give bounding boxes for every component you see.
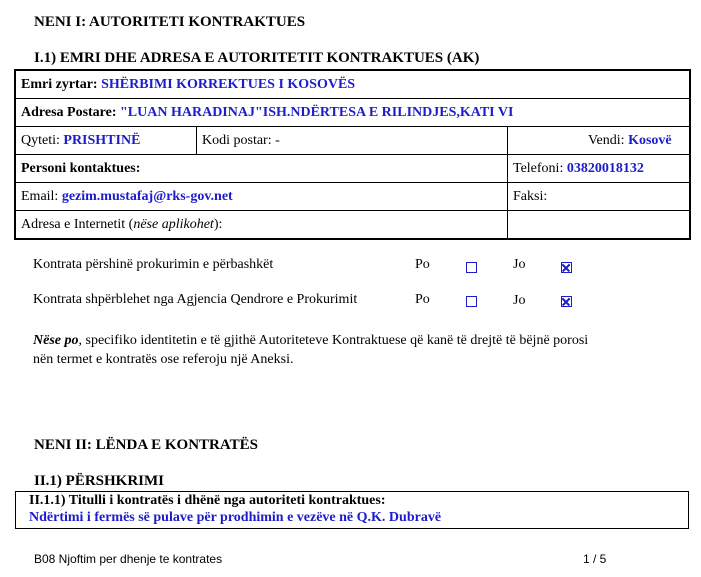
city-label: Qyteti: xyxy=(21,132,60,148)
joint-procurement-yes-checkbox[interactable] xyxy=(466,260,477,278)
internet-value-cell xyxy=(508,211,691,240)
checkbox-checked-icon xyxy=(561,296,572,307)
email-cell xyxy=(15,183,508,211)
internet-label: Adresa e Internetit ( xyxy=(21,216,134,232)
section1-subtitle: I.1) EMRI DHE ADRESA E AUTORITETIT KONTRAKTUES (AK) xyxy=(34,50,480,66)
phone-cell xyxy=(508,155,691,183)
table-row xyxy=(15,70,690,99)
internet-cell xyxy=(15,211,508,240)
central-agency-yes-label: Po xyxy=(415,292,430,307)
email-value: gezim.mustafaj@rks-gov.net xyxy=(61,188,233,204)
note-paragraph xyxy=(33,331,588,369)
official-name-label: Emri zyrtar: xyxy=(21,76,98,92)
checkbox-empty-icon xyxy=(466,296,477,307)
contact-label: Personi kontaktues: xyxy=(21,160,141,176)
phone-label: Telefoni: xyxy=(513,160,564,176)
page-number: 1 / 5 xyxy=(583,552,607,566)
address-value: "LUAN HARADINAJ"ISH.NDËRTESA E RILINDJES,KATI VI xyxy=(120,104,514,120)
fax-cell xyxy=(508,183,691,211)
joint-procurement-yes-label: Po xyxy=(415,257,430,272)
country-value: Kosovë xyxy=(628,132,672,148)
email-label: Email: xyxy=(21,188,59,204)
address-cell xyxy=(15,99,690,127)
address-label: Adresa Postare: xyxy=(21,104,117,120)
note-line2: nën termet e kontratës ose referoju një Aneksi. xyxy=(33,352,294,367)
table-row xyxy=(15,155,690,183)
country-label: Vendi: xyxy=(588,132,625,148)
joint-procurement-question: Kontrata përshinë prokurimin e përbashkët xyxy=(33,257,274,272)
contact-cell xyxy=(15,155,508,183)
table-row xyxy=(15,127,690,155)
internet-italic: nëse aplikohet xyxy=(133,216,214,232)
note-italic: Nëse po xyxy=(33,333,79,348)
postcode-value: - xyxy=(275,132,280,148)
contract-title-box xyxy=(15,491,689,529)
official-name-value: SHËRBIMI KORREKTUES I KOSOVËS xyxy=(101,76,356,92)
postcode-cell xyxy=(197,127,508,155)
footer-doc-name: B08 Njoftim per dhenje te kontrates xyxy=(34,552,223,566)
central-agency-no-checkbox[interactable] xyxy=(561,294,572,312)
contract-title-label: II.1.1) Titulli i kontratës i dhënë nga autoriteti kontraktues: xyxy=(29,493,386,508)
joint-procurement-no-label: Jo xyxy=(513,257,526,272)
checkbox-empty-icon xyxy=(466,262,477,273)
postcode-label: Kodi postar: xyxy=(202,132,272,148)
checkbox-checked-icon xyxy=(561,262,572,273)
section2-subtitle: II.1) PËRSHKRIMI xyxy=(34,473,165,489)
section2-title: NENI II: LËNDA E KONTRATËS xyxy=(34,437,258,453)
city-value: PRISHTINË xyxy=(63,132,141,148)
table-row xyxy=(15,183,690,211)
table-row xyxy=(15,99,690,127)
contract-title-value: Ndërtimi i fermës së pulave për prodhimin e vezëve në Q.K. Dubravë xyxy=(29,510,442,525)
joint-procurement-no-checkbox[interactable] xyxy=(561,260,572,278)
section1-title: NENI I: AUTORITETI KONTRAKTUES xyxy=(34,14,306,30)
fax-label: Faksi: xyxy=(513,188,548,204)
official-name-cell xyxy=(15,70,690,99)
central-agency-no-label: Jo xyxy=(513,293,526,308)
note-rest: , specifiko identitetin e të gjithë Autoriteteve Kontraktuese që kanë të drejtë të bëjnë porosi xyxy=(78,333,589,348)
city-cell xyxy=(15,127,197,155)
central-agency-yes-checkbox[interactable] xyxy=(466,294,477,312)
contracting-authority-table xyxy=(14,69,691,240)
central-agency-question: Kontrata shpërblehet nga Agjencia Qendrore e Prokurimit xyxy=(33,292,358,307)
country-cell xyxy=(508,127,691,155)
phone-value: 03820018132 xyxy=(566,160,644,176)
table-row xyxy=(15,211,690,240)
internet-end: ): xyxy=(213,216,223,232)
